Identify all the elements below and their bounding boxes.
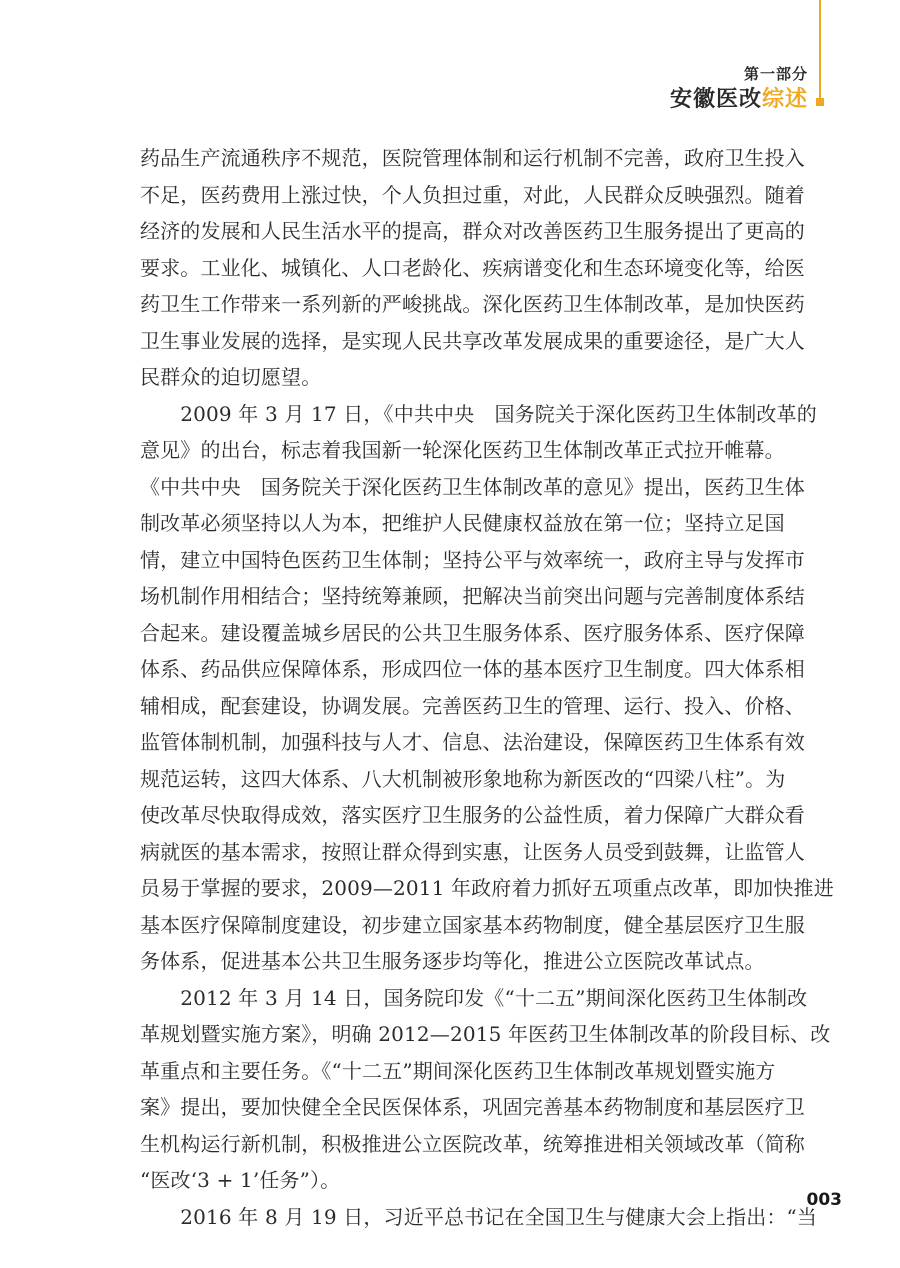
text-line: 合起来。建设覆盖城乡居民的公共卫生服务体系、医疗服务体系、医疗保障 (140, 620, 805, 645)
text-line: 民群众的迫切愿望。 (140, 365, 322, 389)
text-line: 员易于掌握的要求，2009—2011 年政府着力抓好五项重点改革，即加快推进 (140, 876, 834, 900)
text-line: 体系、药品供应保障体系，形成四位一体的基本医疗卫生制度。四大体系相 (140, 657, 805, 681)
text-line: 规范运转，这四大体系、八大机制被形象地称为新医改的“四梁八柱”。为 (140, 766, 786, 791)
text-line: 2012 年 3 月 14 日，国务院印发《“十二五”期间深化医药卫生体制改 (140, 985, 808, 1010)
text-line: 药品生产流通秩序不规范，医院管理体制和运行机制不完善，政府卫生投入 (140, 146, 805, 170)
text-line: 革重点和主要任务。《“十二五”期间深化医药卫生体制改革规划暨实施方 (140, 1058, 776, 1083)
text-line: 制改革必须坚持以人为本，把维护人民健康权益放在第一位；坚持立足国 (140, 511, 785, 535)
text-line: 意见》的出台，标志着我国新一轮深化医药卫生体制改革正式拉开帷幕。 (140, 438, 785, 462)
edge-accent-marker (816, 98, 824, 106)
page-number: 003 (806, 1190, 842, 1210)
text-line: 革规划暨实施方案》，明确 2012—2015 年医药卫生体制改革的阶段目标、改 (140, 1022, 831, 1046)
text-line: 病就医的基本需求，按照让群众得到实惠，让医务人员受到鼓舞，让监管人 (140, 839, 805, 864)
section-title (670, 82, 808, 113)
text-line: 经济的发展和人民生活水平的提高，群众对改善医药卫生服务提出了更高的 (140, 219, 805, 243)
text-line: 《中共中央 国务院关于深化医药卫生体制改革的意见》提出，医药卫生体 (140, 474, 805, 499)
text-line: “医改‘3 + 1’任务”）。 (140, 1168, 341, 1192)
edge-accent-line (819, 0, 821, 106)
section-title-accent: 综述 (761, 87, 808, 112)
text-line: 辅相成，配套建设，协调发展。完善医药卫生的管理、运行、投入、价格、 (140, 693, 805, 718)
text-line: 案》提出，要加快健全全民医保体系，巩固完善基本药物制度和基层医疗卫 (140, 1095, 805, 1119)
text-line: 使改革尽快取得成效，落实医疗卫生服务的公益性质，着力保障广大群众看 (140, 803, 805, 827)
text-line: 监管体制机制，加强科技与人才、信息、法治建设，保障医药卫生体系有效 (140, 730, 805, 754)
text-line: 2016 年 8 月 19 日，习近平总书记在全国卫生与健康大会上指出：“当 (140, 1204, 818, 1229)
text-line: 不足，医药费用上涨过快，个人负担过重，对此，人民群众反映强烈。随着 (140, 182, 805, 207)
part-label: 第一部分 (743, 65, 808, 83)
text-line: 基本医疗保障制度建设，初步建立国家基本药物制度，健全基层医疗卫生服 (140, 912, 805, 937)
text-line: 药卫生工作带来一系列新的严峻挑战。深化医药卫生体制改革，是加快医药 (140, 292, 805, 316)
text-line: 2009 年 3 月 17 日，《中共中央 国务院关于深化医药卫生体制改革的 (140, 401, 817, 426)
text-line: 生机构运行新机制，积极推进公立医院改革，统筹推进相关领域改革（简称 (140, 1131, 805, 1156)
section-title-main: 安徽医改 (669, 87, 762, 112)
text-line: 场机制作用相结合；坚持统筹兼顾，把解决当前突出问题与完善制度体系结 (140, 584, 805, 608)
text-line: 卫生事业发展的选择，是实现人民共享改革发展成果的重要途径，是广大人 (140, 328, 805, 353)
text-line: 情，建立中国特色医药卫生体制；坚持公平与效率统一，政府主导与发挥市 (140, 547, 805, 572)
text-line: 要求。工业化、城镇化、人口老龄化、疾病谱变化和生态环境变化等，给医 (140, 255, 805, 280)
text-line: 务体系，促进基本公共卫生服务逐步均等化，推进公立医院改革试点。 (140, 949, 765, 973)
